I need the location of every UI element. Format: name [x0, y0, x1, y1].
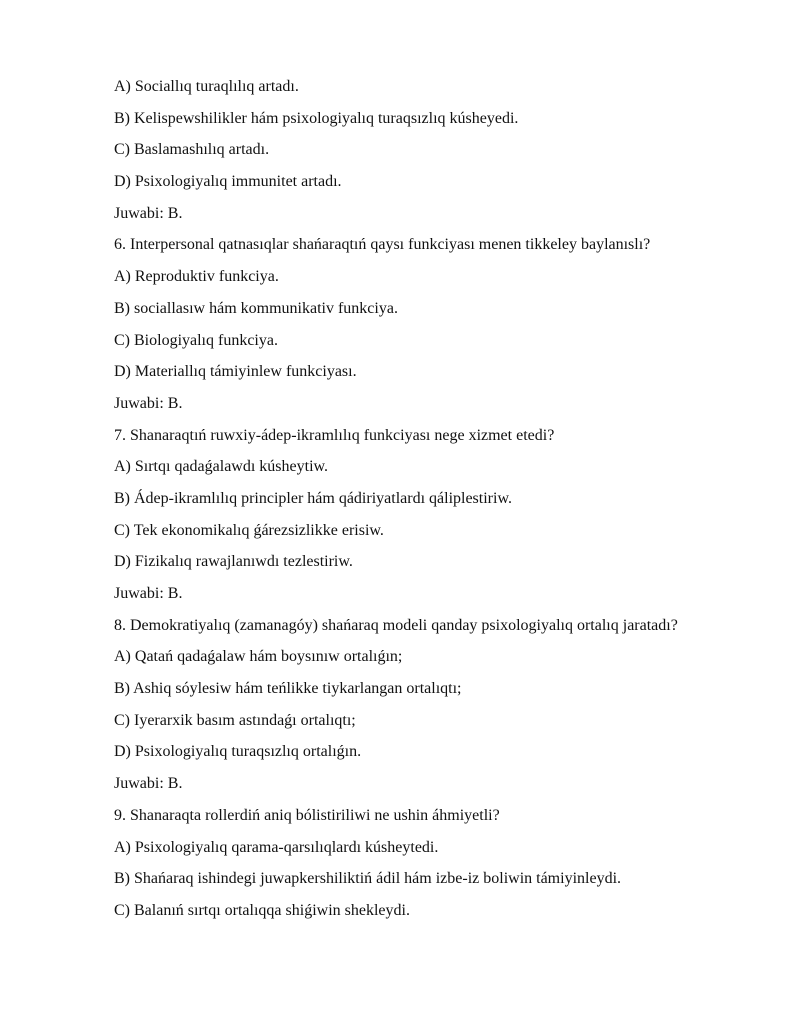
answer-option: C) Biologiyalıq funkciya. [114, 331, 278, 349]
answer-key: Juwabi: B. [114, 394, 183, 412]
answer-option: B) sociallasıw hám kommunikativ funkciya. [114, 299, 398, 317]
answer-option: D) Materiallıq támiyinlew funkciyası. [114, 363, 357, 381]
answer-key: Juwabi: B. [114, 204, 183, 222]
answer-option: A) Sociallıq turaqlılıq artadı. [114, 78, 299, 95]
answer-option: A) Reproduktiv funkciya. [114, 268, 279, 286]
question-7: 7. Shanaraqtıń ruwxiy-ádep-ikramlılıq funkciyası nege xizmet etedi? [114, 426, 555, 444]
answer-key: Juwabi: B. [114, 775, 183, 793]
answer-option: B) Kelispewshilikler hám psixologiyalıq turaqsızlıq kúsheyedi. [114, 109, 519, 127]
answer-option: D) Psixologiyalıq immunitet artadı. [114, 173, 342, 191]
answer-option: B) Ádep-ikramlılıq principler hám qádiriyatlardı qáliplestiriw. [114, 489, 512, 507]
answer-option: C) Iyerarxik basım astındaǵı ortalıqtı; [114, 711, 356, 729]
question-6: 6. Interpersonal qatnasıqlar shańaraqtıń qaysı funkciyası menen tikkeley baylanıslı? [114, 236, 651, 254]
question-9: 9. Shanaraqta rollerdiń aniq bólistiriliwi ne ushin áhmiyetli? [114, 806, 500, 824]
answer-option: D) Fizikalıq rawajlanıwdı tezlestiriw. [114, 553, 353, 571]
answer-option: C) Baslamashılıq artadı. [114, 141, 270, 159]
question-8: 8. Demokratiyalıq (zamanagóy) shańaraq modeli qanday psixologiyalıq ortalıq jaratadı? [114, 616, 678, 634]
answer-option: C) Tek ekonomikalıq ǵárezsizlikke erisiw. [114, 521, 384, 539]
document-body [114, 71, 746, 927]
answer-option: D) Psixologiyalıq turaqsızlıq ortalıǵın. [114, 743, 362, 761]
answer-option: B) Ashiq sóylesiw hám teńlikke tiykarlangan ortalıqtı; [114, 680, 462, 698]
answer-key: Juwabi: B. [114, 585, 183, 602]
answer-option: A) Sırtqı qadaǵalawdı kúsheytiw. [114, 458, 329, 476]
answer-option: A) Psixologiyalıq qarama-qarsılıqlardı kúsheytedi. [114, 838, 439, 856]
answer-option: B) Shańaraq ishindegi juwapkershiliktiń ádil hám izbe-iz boliwin támiyinleydi. [114, 870, 622, 888]
answer-option: C) Balanıń sırtqı ortalıqqa shiǵiwin shekleydi. [114, 901, 410, 919]
answer-option: A) Qatań qadaǵalaw hám boysınıw ortalıǵın; [114, 648, 403, 666]
